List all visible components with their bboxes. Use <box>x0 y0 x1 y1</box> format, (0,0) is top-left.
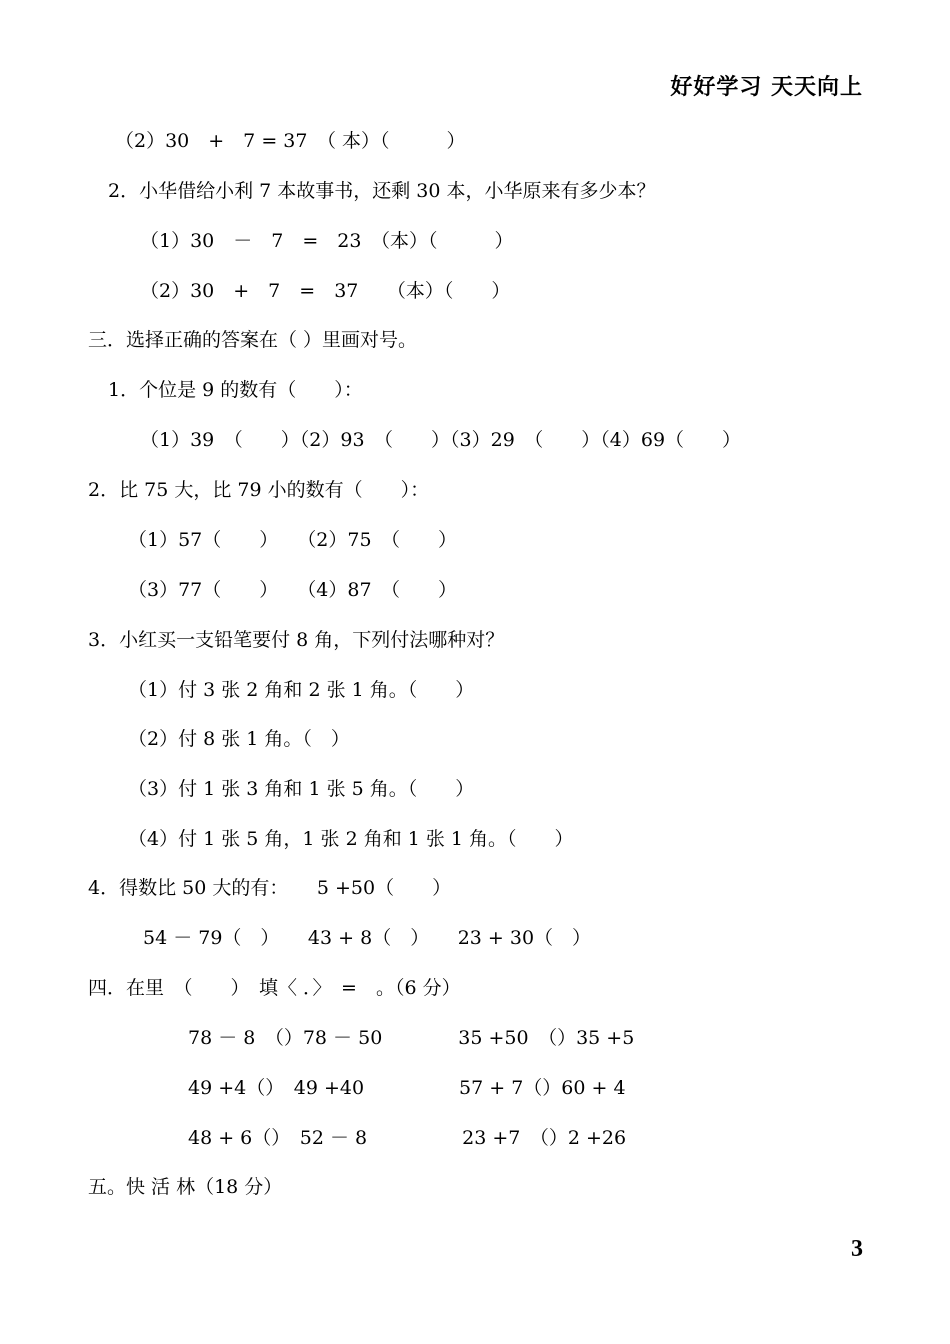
answer-option-line: （1）付 3 张 2 角和 2 张 1 角。（ ） <box>128 679 475 701</box>
answer-option-line: （4）付 1 张 5 角，1 张 2 角和 1 张 1 角。（ ） <box>128 828 574 850</box>
answer-option-line: （2）30 + 7 = 37 （本）（ ） <box>140 280 511 302</box>
section-heading: 五。快 活 林（18 分） <box>88 1176 283 1198</box>
question-text: 2．比 75 大，比 79 小的数有（ ）： <box>88 479 430 501</box>
section-heading: 四．在里 （ ） 填〈 ．〉 = 。（6 分） <box>88 977 461 999</box>
answer-option-line: （1）39 （ ）（2）93 （ ）（3）29 （ ）（4）69（ ） <box>140 429 742 451</box>
answer-option-line: （2）30 + 7 = 37 （ 本）（ ） <box>115 130 466 152</box>
answer-option-line: （1）30 － 7 = 23 （本）（ ） <box>140 230 514 252</box>
answer-option-line: （3）77（ ） （4）87 （ ） <box>128 579 458 601</box>
comparison-row: 48 + 6（） 52 － 8 23 +7 （）2 +26 <box>188 1127 627 1149</box>
page-number: 3 <box>851 1236 863 1262</box>
section-heading: 三．选择正确的答案在（ ）里画对号。 <box>88 329 418 351</box>
page-header-motto: 好好学习 天天向上 <box>670 75 863 100</box>
comparison-row: 78 － 8 （）78 － 50 35 +50 （）35 +5 <box>188 1027 635 1049</box>
question-text: 4．得数比 50 大的有： 5 +50（ ） <box>88 877 452 899</box>
question-text: 3．小红买一支铅笔要付 8 角，下列付法哪种对？ <box>88 629 505 651</box>
question-text: 1．个位是 9 的数有（ ）： <box>108 379 363 401</box>
question-text: 2．小华借给小利 7 本故事书，还剩 30 本，小华原来有多少本？ <box>108 180 656 202</box>
comparison-row: 49 +4（） 49 +40 57 + 7（）60 + 4 <box>188 1077 626 1099</box>
answer-option-line: 54 － 79（ ） 43 + 8（ ） 23 + 30（ ） <box>143 927 592 949</box>
answer-option-line: （3）付 1 张 3 角和 1 张 5 角。（ ） <box>128 778 475 800</box>
answer-option-line: （2）付 8 张 1 角。（ ） <box>128 728 350 750</box>
answer-option-line: （1）57（ ） （2）75 （ ） <box>128 529 458 551</box>
